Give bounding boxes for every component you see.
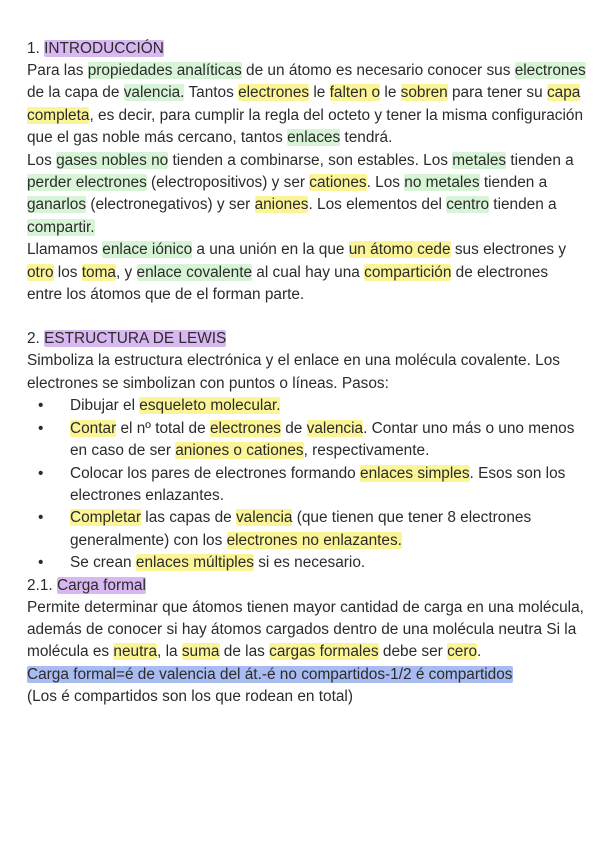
bullet-icon: • — [38, 509, 44, 527]
text-segment: . — [477, 643, 482, 661]
text-segment: tienden a — [479, 174, 548, 192]
highlighted-text: valencia — [235, 509, 293, 527]
highlighted-text: capa completa — [27, 84, 581, 124]
highlighted-text: cationes — [309, 174, 367, 192]
text-segment: Se crean — [70, 554, 136, 572]
text-segment: Simboliza la estructura electrónica y el enlace en una molécula covalente. Los electrones se simbolizan con puntos o líneas. Pasos: — [27, 352, 560, 392]
text-segment: , es decir, para cumplir la regla del octeto y tener la misma configuración que el gas noble más cercano, tantos — [27, 106, 584, 147]
highlighted-text: aniones — [254, 196, 309, 214]
highlighted-text: electrones — [514, 62, 586, 79]
highlighted-text: cero — [447, 643, 478, 661]
section-2-title: ESTRUCTURA DE LEWIS — [44, 330, 227, 348]
intro-paragraph-2 — [27, 150, 587, 240]
document-page — [27, 38, 587, 709]
formal-charge-paragraph — [27, 597, 587, 664]
text-segment: a una unión en la que — [192, 241, 349, 259]
highlighted-text: toma — [81, 263, 116, 281]
text-segment: . Esos son los electrones enlazantes. — [70, 464, 566, 504]
highlighted-text: enlace covalente — [136, 263, 253, 281]
highlighted-text: valencia — [306, 419, 364, 437]
text-segment: . Los elementos del — [308, 196, 447, 214]
highlighted-text: un átomo cede — [348, 241, 451, 259]
highlighted-text: compartir. — [27, 218, 95, 236]
text-segment: debe ser — [378, 643, 448, 661]
bullet-icon: • — [38, 419, 44, 437]
highlighted-text: ganarlos — [27, 196, 87, 214]
list-item — [27, 418, 587, 463]
text-segment: de la capa de — [27, 84, 124, 102]
text-segment: sus electrones y — [450, 241, 567, 259]
text-segment: Los — [27, 151, 57, 169]
highlighted-text: perder electrones — [27, 174, 147, 192]
highlighted-text: electrones — [238, 84, 310, 102]
text-segment: (electronegativos) y ser — [86, 196, 255, 214]
highlighted-text: suma — [181, 643, 220, 661]
lewis-intro-paragraph — [27, 350, 587, 395]
section-2-heading — [27, 328, 587, 350]
text-segment: las capas de — [141, 509, 236, 527]
step-text — [70, 554, 365, 571]
bullet-icon: • — [38, 554, 44, 572]
highlighted-text: no metales — [404, 174, 480, 192]
text-segment: (Los é compartidos son los que rodean en total) — [27, 688, 353, 706]
list-item — [27, 463, 587, 508]
text-segment: . Contar uno más o uno menos en caso de ser — [70, 419, 575, 460]
text-segment: los — [53, 263, 82, 281]
highlighted-text: enlaces — [287, 129, 341, 147]
highlighted-text: neutra — [113, 643, 158, 661]
text-segment: , la — [157, 643, 182, 661]
list-item — [27, 395, 587, 417]
text-segment: (electropositivos) y ser — [146, 174, 310, 192]
highlighted-text: Carga formal=é de valencia del át.-é no compartidos-1/2 é compartidos — [27, 665, 513, 683]
bullet-icon: • — [38, 397, 44, 415]
text-segment: de las — [219, 643, 270, 661]
bullet-icon: • — [38, 464, 44, 482]
text-segment: para tener su — [447, 84, 547, 102]
highlighted-text: Contar — [70, 419, 117, 437]
highlighted-text: centro — [446, 196, 490, 214]
highlighted-text: enlace iónico — [102, 241, 193, 259]
text-segment: de — [280, 419, 307, 437]
highlighted-text: otro — [27, 263, 54, 281]
highlighted-text: gases nobles no — [56, 151, 169, 169]
section-1-number: 1. — [27, 40, 45, 57]
section-1-heading — [27, 38, 587, 60]
highlighted-text: valencia. — [123, 84, 185, 102]
text-segment: el nº total de — [116, 419, 210, 437]
highlighted-text: Completar — [70, 509, 141, 527]
formal-charge-note — [27, 686, 587, 708]
list-item — [27, 507, 587, 552]
highlighted-text: metales — [452, 151, 507, 169]
step-text — [70, 420, 574, 459]
section-2-1-number: 2.1. — [27, 576, 57, 594]
step-text — [70, 397, 280, 414]
text-segment: tienden a — [489, 196, 557, 214]
step-text — [70, 509, 531, 548]
intro-paragraph-1 — [27, 60, 587, 150]
highlighted-text: compartición — [364, 263, 452, 281]
highlighted-text: cargas formales — [269, 643, 379, 661]
highlighted-text: falten o — [329, 84, 381, 102]
highlighted-text: electrones no enlazantes. — [226, 531, 402, 549]
section-1-title: INTRODUCCIÓN — [44, 40, 164, 57]
text-segment: Para las — [27, 62, 88, 79]
highlighted-text: propiedades analíticas — [87, 62, 242, 79]
lewis-steps-list — [27, 395, 587, 574]
text-segment: tienden a — [506, 151, 574, 169]
text-segment: le — [309, 84, 330, 102]
section-2-1-title: Carga formal — [56, 576, 146, 594]
text-segment: , respectivamente. — [303, 442, 430, 460]
highlighted-text: electrones — [209, 419, 281, 437]
text-segment: de un átomo es necesario conocer sus — [241, 62, 515, 79]
formal-charge-formula — [27, 664, 587, 686]
intro-paragraph-3 — [27, 239, 587, 306]
section-spacer — [27, 306, 587, 328]
text-segment: tendrá. — [340, 129, 393, 147]
highlighted-text: sobren — [400, 84, 448, 102]
highlighted-text: esqueleto molecular. — [139, 397, 281, 415]
text-segment: le — [380, 84, 401, 102]
text-segment: al cual hay una — [252, 263, 365, 281]
text-segment: Tantos — [184, 84, 239, 102]
highlighted-text: enlaces simples — [360, 464, 470, 482]
text-segment: Colocar los pares de electrones formando — [70, 464, 361, 482]
text-segment: si es necesario. — [253, 554, 366, 572]
section-2-1-heading — [27, 575, 587, 597]
text-segment: . Los — [366, 174, 405, 192]
text-segment: de electrones entre los átomos que de el forman parte. — [27, 263, 549, 304]
text-segment: , y — [115, 263, 137, 281]
text-segment: Permite determinar que átomos tienen mayor cantidad de carga en una molécula, además de conocer si hay átomos cargados dentro de una molécula neutra Si la molécula es — [27, 598, 584, 661]
highlighted-text: aniones o cationes — [175, 442, 304, 460]
list-item — [27, 552, 587, 574]
highlighted-text: enlaces múltiples — [135, 554, 254, 572]
step-text — [70, 465, 565, 504]
section-2-number: 2. — [27, 330, 45, 348]
text-segment: Dibujar el — [70, 397, 140, 415]
text-segment: (que tienen que tener 8 electrones generalmente) con los — [70, 509, 532, 549]
text-segment: tienden a combinarse, son estables. Los — [168, 151, 453, 169]
text-segment: Llamamos — [27, 241, 103, 259]
